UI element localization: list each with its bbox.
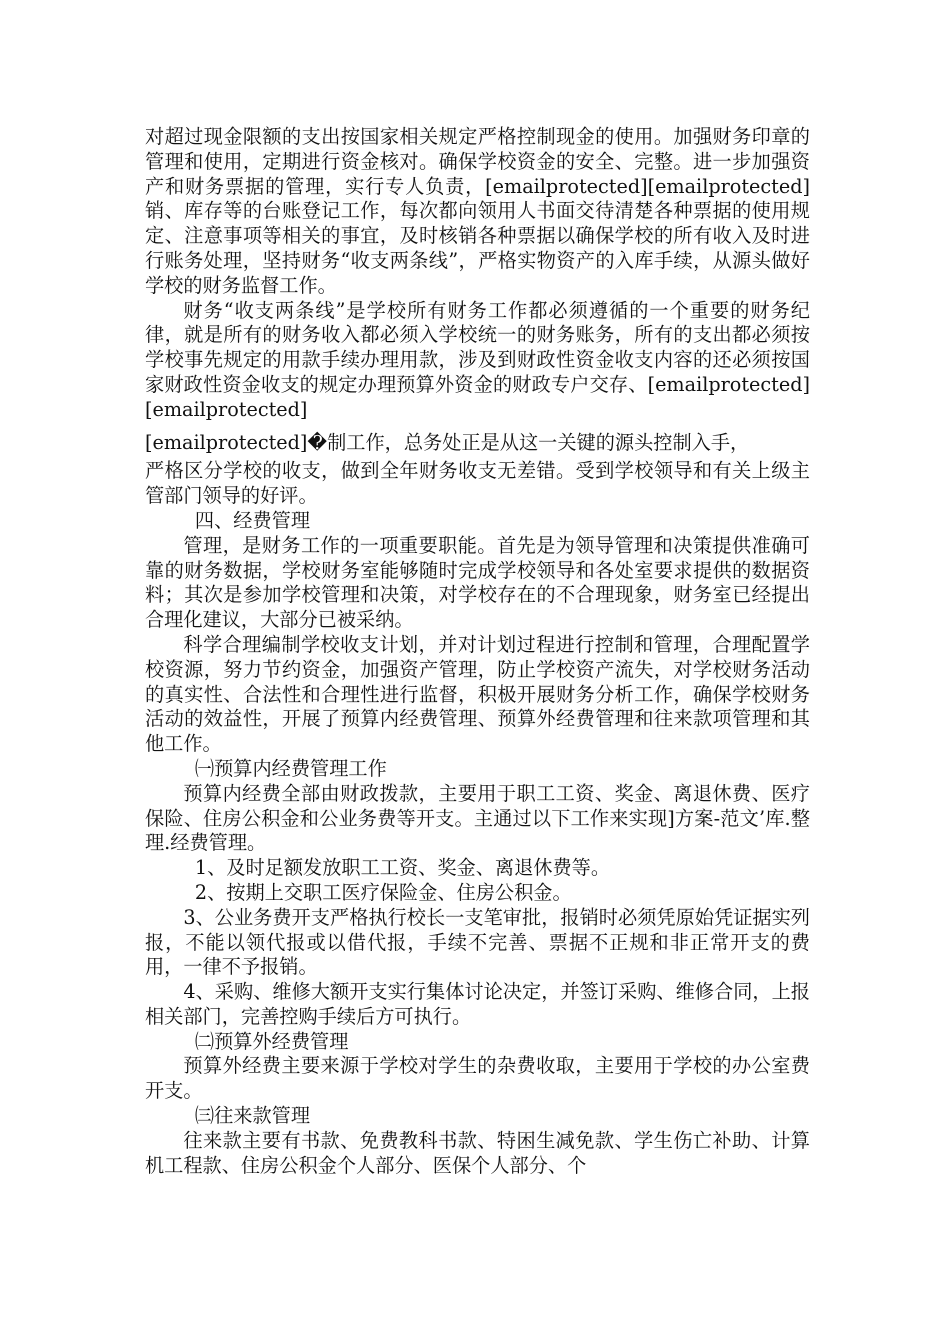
section-heading-funding-management: 四、经费管理	[194, 508, 311, 532]
list-item-3: 3、公业务费开支严格执行校长一支笔审批，报销时必须凭原始凭证据实列报，不能以领代报或以借代报，手续不完善、票据不正规和非正常开支的费用，一律不予报销。	[145, 905, 810, 979]
paragraph-budget-planning: 科学合理编制学校收支计划，并对计划过程进行控制和管理，合理配置学校资源，努力节约资金，加强资产管理，防止学校资产流失，对学校财务活动的真实性、合法性和合理性进行监督，积极开展财务分析工作，确保学校财务活动的效益性，开展了预算内经费管理、预算外经费管理和往来款项管理和其他工作。	[145, 632, 810, 756]
subheading-current-accounts: ㈢往来款管理	[194, 1104, 311, 1128]
document-page	[145, 125, 810, 1178]
paragraph-cash-control: 对超过现金限额的支出按国家相关规定严格控制现金的使用。加强财务印章的管理和使用，定期进行资金核对。确保学校资金的安全、完整。进一步加强资产和财务票据的管理，实行专人负责，[emailprotected][emailprotected]销、库存等的台账登记工作，每次都向领用人书面交待清楚各种票据的使用规定、注意事项等相关的事宜，及时核销各种票据以确保学校的所有收入及时进行账务处理，坚持财务“收支两条线”，严格实物资产的入库手续，从源头做好学校的财务监督工作。	[145, 125, 810, 297]
list-item-4: 4、采购、维修大额开支实行集体讨论决定，并签订采购、维修合同，上报相关部门，完善控购手续后方可执行。	[145, 980, 810, 1028]
list-item-2: 2、按期上交职工医疗保险金、住房公积金。	[194, 880, 572, 904]
paragraph-source-control: [emailprotected]�制工作，总务处正是从这一关键的源头控制入手，	[145, 430, 750, 454]
paragraph-extra-budget-desc: 预算外经费主要来源于学校对学生的杂费收取，主要用于学校的办公室费开支。	[145, 1054, 810, 1103]
paragraph-no-errors: 严格区分学校的收支，做到全年财务收支无差错。受到学校领导和有关上级主管部门领导的好评。	[145, 459, 810, 508]
subheading-in-budget: ㈠预算内经费管理工作	[194, 756, 387, 780]
paragraph-management-function: 管理，是财务工作的一项重要职能。首先是为领导管理和决策提供准确可靠的财务数据，学校财务室能够随时完成学校领导和各处室要求提供的数据资料；其次是参加学校管理和决策，对学校存在的不合理现象，财务室已经提出合理化建议，大部分已被采纳。	[145, 533, 810, 632]
paragraph-current-accounts-desc: 往来款主要有书款、免费教科书款、特困生减免款、学生伤亡补助、计算机工程款、住房公积金个人部分、医保个人部分、个	[145, 1128, 810, 1177]
subheading-extra-budget: ㈡预算外经费管理	[194, 1029, 349, 1053]
paragraph-in-budget-desc: 预算内经费全部由财政拨款，主要用于职工工资、奖金、离退休费、医疗保险、住房公积金和公业务费等开支。主通过以下工作来实现]方案-范文’库.整理.经费管理。	[145, 781, 810, 855]
list-item-1: 1、及时足额发放职工工资、奖金、离退休费等。	[194, 856, 611, 880]
paragraph-two-lines-rule: 财务“收支两条线”是学校所有财务工作都必须遵循的一个重要的财务纪律，就是所有的财务收入都必须入学校统一的财务账务，所有的支出都必须按学校事先规定的用款手续办理用款，涉及到财政性资金收支内容的还必须按国家财政性资金收支的规定办理预算外资金的财政专户交存、[emailprotected][emailprotected]	[145, 298, 810, 421]
